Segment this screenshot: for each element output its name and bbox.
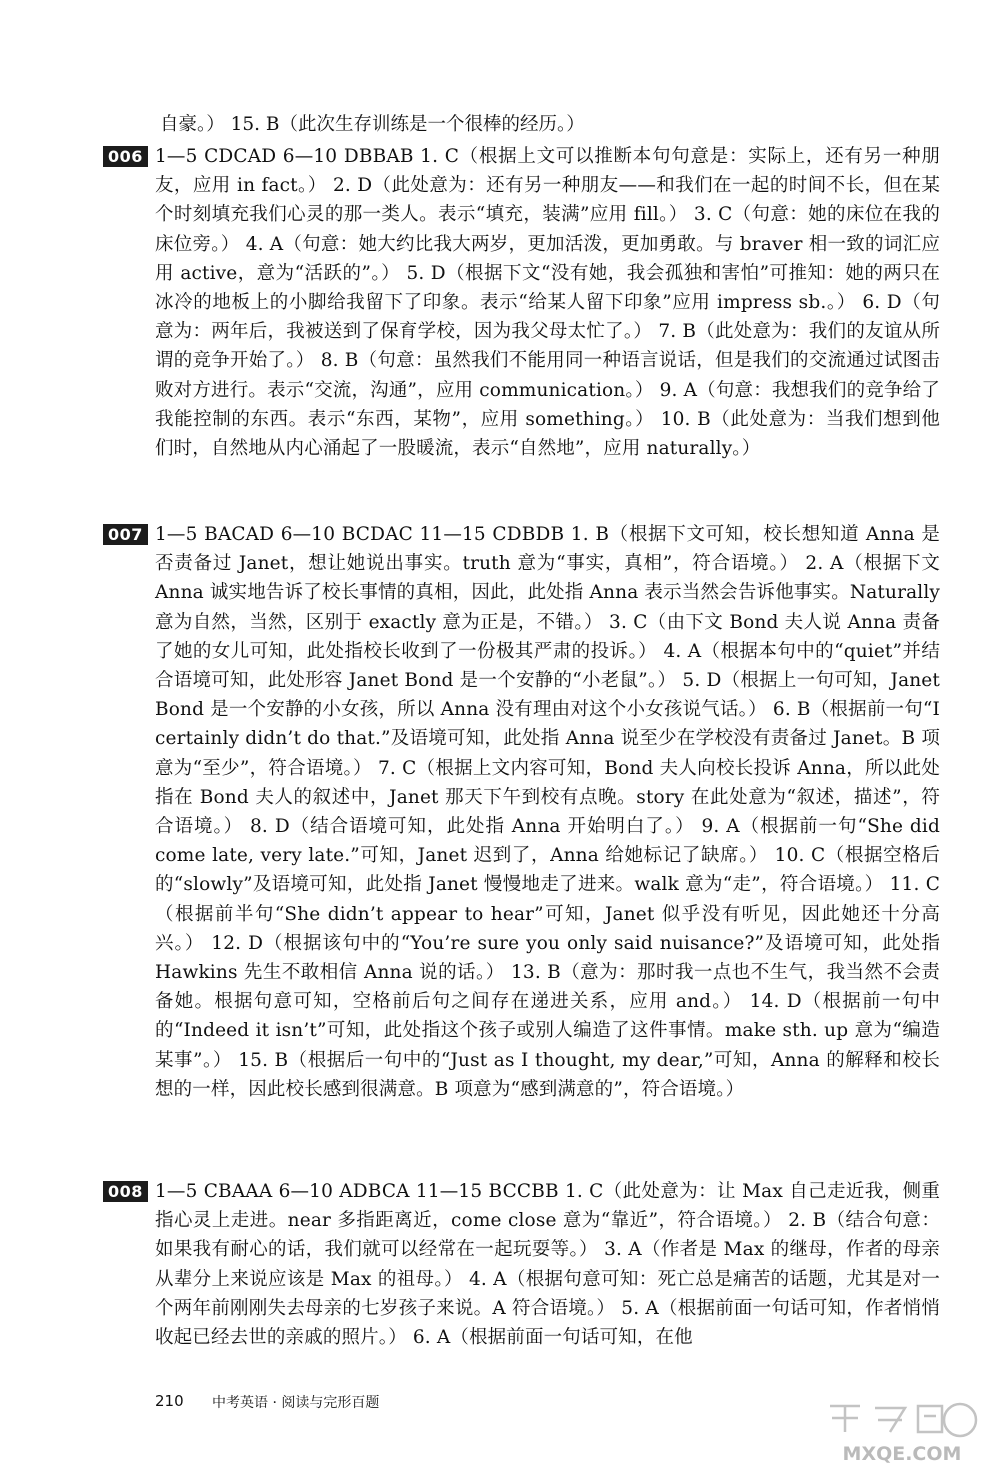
- answer-section-006: [108, 142, 940, 463]
- watermark-logo: [820, 1398, 985, 1468]
- section-number-badge: 007: [103, 524, 148, 545]
- answer-section-007: [108, 520, 940, 1104]
- answer-text: 1—5 BACAD 6—10 BCDAC 11—15 CDBDB 1. B（根据下文可知，校长想知道 Anna 是否责备过 Janet，想让她说出事实。truth 意为“事实，真相”，符合语境。） 2. A（根据下文 Anna 诚实地告诉了校长事情的真相，因此，此处指 Anna 表示当然会告诉他事实。Naturally 意为自然，当然，区别于 exactly 意为正是，不错。） 3. C（由下文 Bond 夫人说 Anna 责备了她的女儿可知，此处指校长收到了一份极其严肃的投诉。） 4. A（根据本句中的“quiet”并结合语境可知，此处形容 Janet Bond 是一个安静的“小老鼠”。） 5. D（根据上一句可知，Janet Bond 是一个安静的小女孩，所以 Anna 没有理由对这个小女孩说气话。） 6. B（根据前一句“I certainly didn’t do that.”及语境可知，此处指 Anna 说至少在学校没有责备过 Janet。B 项意为“至少”，符合语境。） 7. C（根据上文内容可知，Bond 夫人向校长投诉 Anna，所以此处指在 Bond 夫人的叙述中，Janet 那天下午到校有点晚。story 在此处意为“叙述，描述”，符合语境。） 8. D（结合语境可知，此处指 Anna 开始明白了。） 9. A（根据前一句“She did come late, very late.”可知，Janet 迟到了，Anna 给她标记了缺席。） 10. C（根据空格后的“slowly”及语境可知，此处指 Janet 慢慢地走了进来。walk 意为“走”，符合语境。） 11. C（根据前半句“She didn’t appear to hear”可知，Janet 似乎没有听见，因此她还十分高兴。） 12. D（根据该句中的“You’re sure you only said nuisance?”及语境可知，此处指 Hawkins 先生不敢相信 Anna 说的话。） 13. B（意为：那时我一点也不生气，我当然不会责备她。根据句意可知，空格前后句之间存在递进关系，应用 and。） 14. D（根据前一句中的“Indeed it isn’t”可知，此处指这个孩子或别人编造了这件事情。make sth. up 意为“编造某事”。） 15. B（根据后一句中的“Just as I thought, my dear,”可知，Anna 的解释和校长想的一样，因此校长感到很满意。B 项意为“感到满意的”，符合语境。）: [155, 524, 940, 1100]
- continued-answer-text: 自豪。） 15. B（此次生存训练是一个很棒的经历。）: [160, 114, 585, 135]
- book-title: 中考英语 · 阅读与完形百题: [212, 1395, 380, 1411]
- page-number: 210: [155, 1392, 184, 1410]
- answer-text: 1—5 CBAAA 6—10 ADBCA 11—15 BCCBB 1. C（此处意为：让 Max 自己走近我，侧重指心灵上走进。near 多指距离近，come close 意为“靠近”，符合语境。） 2. B（结合句意：如果我有耐心的话，我们就可以经常在一起玩耍等。） 3. A（作者是 Max 的继母，作者的母亲从辈分上来说应该是 Max 的祖母。） 4. A（根据句意可知：死亡总是痛苦的话题，尤其是对一个两年前刚刚失去母亲的七岁孩子来说。A 符合语境。） 5. A（根据前面一句话可知，作者悄悄收起已经去世的亲戚的照片。） 6. A（根据前面一句话可知，在他: [155, 1181, 940, 1349]
- watermark-text: MXQE.COM: [842, 1443, 962, 1465]
- section-number-badge: 006: [103, 146, 148, 167]
- answer-section-008: [108, 1177, 940, 1352]
- answer-text: 1—5 CDCAD 6—10 DBBAB 1. C（根据上文可以推断本句句意是：实际上，还有另一种朋友，应用 in fact。） 2. D（此处意为：还有另一种朋友——和我们在一起的时间不长，但在某个时刻填充我们心灵的那一类人。表示“填充，装满”应用 fill。） 3. C（句意：她的床位在我的床位旁。） 4. A（句意：她大约比我大两岁，更加活泼，更加勇敢。与 braver 相一致的词汇应用 active，意为“活跃的”。） 5. D（根据下文“没有她，我会孤独和害怕”可推知：她的两只在冰冷的地板上的小脚给我留下了印象。表示“给某人留下印象”应用 impress sb.。） 6. D（句意为：两年后，我被送到了保育学校，因为我父母太忙了。） 7. B（此处意为：我们的友谊从所谓的竞争开始了。） 8. B（句意：虽然我们不能用同一种语言说话，但是我们的交流通过试图击败对方进行。表示“交流，沟通”，应用 communication。） 9. A（句意：我想我们的竞争给了我能控制的东西。表示“东西，某物”，应用 something。） 10. B（此处意为：当我们想到他们时，自然地从内心涌起了一股暖流，表示“自然地”，应用 naturally。）: [155, 146, 940, 460]
- section-number-badge: 008: [103, 1181, 148, 1202]
